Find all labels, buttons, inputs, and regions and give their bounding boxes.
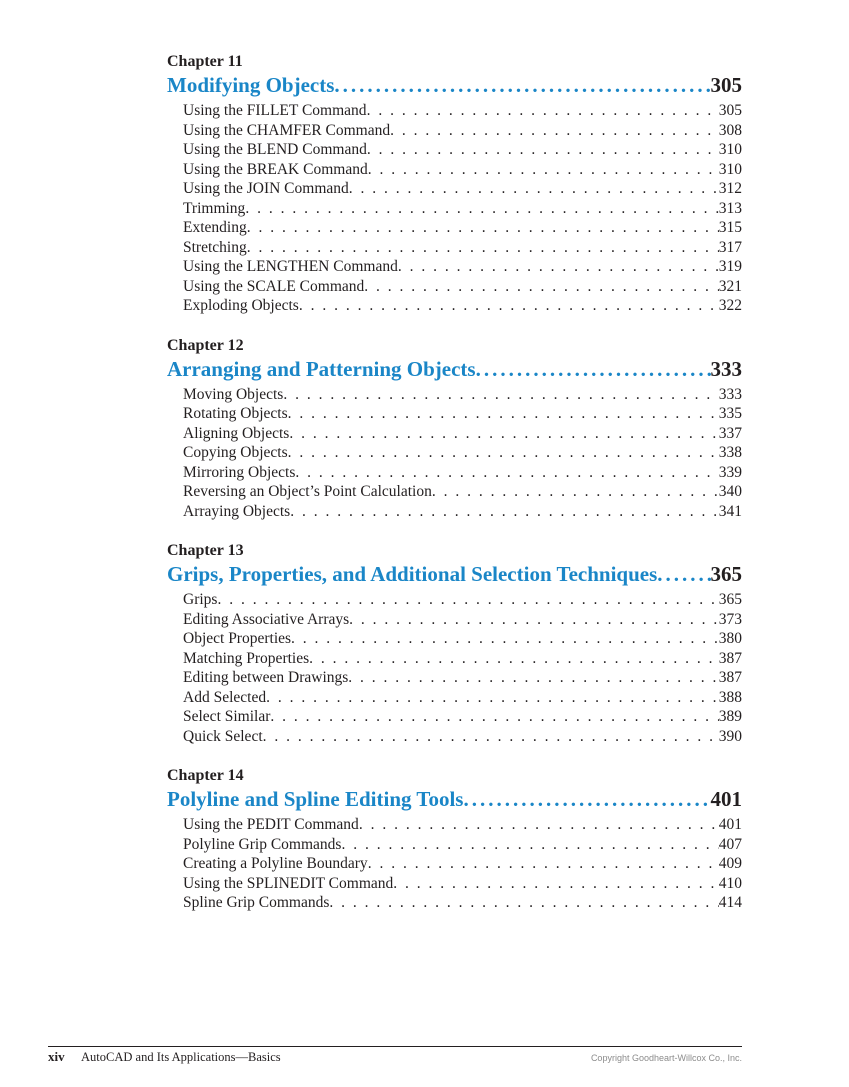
toc-entry-title: Using the FILLET Command: [183, 102, 367, 119]
toc-entry[interactable]: [183, 160, 742, 180]
chapter-page-number: 305: [710, 73, 742, 97]
toc-entry[interactable]: [183, 218, 742, 238]
dot-leader: [367, 140, 719, 160]
toc-entry-title: Grips: [183, 591, 218, 608]
toc-entry-title: Reversing an Object’s Point Calculation: [183, 483, 432, 500]
footer-page-number: xiv: [48, 1049, 65, 1064]
toc-entry[interactable]: [183, 443, 742, 463]
page-footer: [48, 1046, 742, 1065]
toc-entry-title: Trimming: [183, 199, 246, 217]
toc-entry[interactable]: [183, 727, 742, 747]
chapter-section: [167, 541, 742, 746]
toc-entry-page-number: 305: [718, 102, 742, 119]
toc-entry[interactable]: [183, 590, 742, 610]
toc-entry-page-number: 390: [718, 727, 742, 745]
dot-leader: [217, 590, 718, 610]
toc-entry-title: Moving Objects: [183, 385, 284, 403]
chapter-title-text: Modifying Objects: [167, 73, 335, 97]
dot-leader: [398, 257, 719, 277]
chapter-label: Chapter 13: [167, 542, 244, 559]
toc-entry-title: Spline Grip Commands: [183, 894, 330, 911]
toc-entry[interactable]: [183, 179, 742, 199]
toc-entry-page-number: 317: [718, 238, 742, 256]
toc-entry[interactable]: [183, 404, 742, 424]
toc-entry-title: Editing between Drawings: [183, 669, 349, 686]
chapter-label: Chapter 11: [167, 53, 243, 70]
toc-entry-title: Editing Associative Arrays: [183, 610, 350, 628]
dot-leader: [432, 482, 719, 502]
toc-entry[interactable]: [183, 874, 742, 894]
toc-entry-page-number: 380: [718, 630, 742, 647]
toc-entry-title: Using the BLEND Command: [183, 141, 367, 158]
toc-entry-page-number: 410: [718, 874, 742, 892]
dot-leader: [329, 893, 718, 913]
chapter-label: Chapter 12: [167, 336, 244, 354]
dot-leader: [348, 668, 718, 688]
toc-entry-page-number: 373: [718, 610, 742, 628]
toc-entry-title: Matching Properties: [183, 649, 310, 667]
toc-entry-page-number: 389: [718, 708, 742, 725]
toc-entry-page-number: 315: [718, 219, 742, 236]
dot-leader: [291, 629, 719, 649]
toc-entry-title: Quick Select: [183, 727, 263, 745]
toc-entry-title: Rotating Objects: [183, 405, 288, 422]
dot-leader: [476, 356, 711, 382]
toc-entry-title: Using the SPLINEDIT Command: [183, 874, 394, 892]
toc-entry[interactable]: [183, 502, 742, 522]
chapter-label: Chapter 14: [167, 767, 244, 784]
toc-entry-page-number: 401: [718, 816, 742, 833]
toc-entry-page-number: 388: [718, 688, 742, 706]
toc-entry-page-number: 319: [718, 258, 742, 275]
toc-entry-title: Select Similar: [183, 708, 271, 725]
toc-entry-page-number: 310: [718, 160, 742, 178]
dot-leader: [368, 854, 719, 874]
toc-entry[interactable]: [183, 707, 742, 727]
toc-entry-title: Extending: [183, 219, 247, 236]
chapter-title-text: Arranging and Patterning Objects: [167, 356, 476, 381]
toc-entry-title: Using the SCALE Command: [183, 277, 365, 295]
chapter-page-number: 365: [710, 562, 742, 586]
toc-entry-title: Using the BREAK Command: [183, 160, 368, 178]
chapter-page-number: 401: [710, 787, 742, 811]
toc-entry[interactable]: [183, 140, 742, 160]
toc-entry-title: Using the JOIN Command: [183, 180, 349, 197]
dot-leader: [290, 502, 719, 522]
chapter-page-number: 333: [710, 356, 742, 381]
toc-entry-title: Aligning Objects: [183, 424, 290, 442]
toc-entry-page-number: 338: [718, 444, 742, 461]
dot-leader: [299, 296, 719, 316]
table-of-contents: [167, 52, 742, 933]
dot-leader: [270, 707, 718, 727]
toc-entry[interactable]: [183, 277, 742, 297]
dot-leader: [283, 385, 718, 405]
chapter-title-text: Grips, Properties, and Additional Selection Techniques: [167, 562, 658, 586]
toc-entry-page-number: 321: [718, 277, 742, 295]
chapter-title-link[interactable]: [167, 356, 742, 383]
toc-entry-title: Exploding Objects: [183, 297, 299, 314]
toc-entry-page-number: 387: [718, 649, 742, 667]
toc-entry[interactable]: [183, 199, 742, 219]
toc-entry[interactable]: [183, 629, 742, 649]
dot-leader: [657, 561, 710, 587]
toc-entry-page-number: 414: [718, 894, 742, 911]
dot-leader: [393, 874, 719, 894]
dot-leader: [368, 160, 719, 180]
toc-entry-title: Mirroring Objects: [183, 463, 296, 481]
toc-entry[interactable]: [183, 463, 742, 483]
toc-entry[interactable]: [183, 815, 742, 835]
dot-leader: [247, 238, 719, 258]
dot-leader: [288, 443, 719, 463]
toc-entry-page-number: 341: [718, 502, 742, 520]
dot-leader: [245, 199, 718, 219]
toc-entry-title: Using the LENGTHEN Command: [183, 258, 398, 275]
toc-entry-title: Stretching: [183, 238, 247, 256]
dot-leader: [309, 649, 719, 669]
toc-entry-page-number: 387: [718, 669, 742, 686]
footer-copyright: Copyright Goodheart-Willcox Co., Inc.: [590, 1053, 742, 1063]
dot-leader: [390, 121, 719, 141]
toc-entry-page-number: 365: [718, 591, 742, 608]
toc-entry-title: Creating a Polyline Boundary: [183, 855, 368, 872]
chapter-title-link[interactable]: [167, 786, 742, 813]
toc-entry-title: Object Properties: [183, 630, 292, 647]
toc-entry-page-number: 339: [718, 463, 742, 481]
dot-leader: [359, 815, 719, 835]
toc-entry-title: Polyline Grip Commands: [183, 835, 342, 853]
toc-entry[interactable]: [183, 296, 742, 316]
chapter-section: [167, 52, 742, 316]
toc-entry[interactable]: [183, 257, 742, 277]
toc-entry-page-number: 310: [718, 141, 742, 158]
toc-entry[interactable]: [183, 101, 742, 121]
chapter-section: [167, 766, 742, 913]
dot-leader: [247, 218, 719, 238]
dot-leader: [334, 72, 710, 98]
chapter-title-link[interactable]: [167, 561, 742, 588]
toc-entry[interactable]: [183, 385, 742, 405]
toc-entry-page-number: 313: [718, 199, 742, 217]
toc-entry-page-number: 340: [718, 483, 742, 500]
toc-entry[interactable]: [183, 121, 742, 141]
dot-leader: [367, 101, 719, 121]
toc-entry-page-number: 409: [718, 855, 742, 872]
toc-entry[interactable]: [183, 238, 742, 258]
chapter-title-text: Polyline and Spline Editing Tools: [167, 787, 464, 811]
dot-leader: [288, 404, 719, 424]
toc-entry[interactable]: [183, 668, 742, 688]
dot-leader: [266, 688, 719, 708]
chapter-title-link[interactable]: [167, 72, 742, 99]
toc-entry-title: Add Selected: [183, 688, 267, 706]
toc-entry[interactable]: [183, 835, 742, 855]
chapter-section: [167, 336, 742, 522]
toc-entry[interactable]: [183, 482, 742, 502]
dot-leader: [263, 727, 719, 747]
dot-leader: [349, 610, 719, 630]
toc-entry[interactable]: [183, 424, 742, 444]
toc-entry-title: Copying Objects: [183, 444, 288, 461]
toc-entry-title: Using the CHAMFER Command: [183, 121, 391, 139]
toc-entry[interactable]: [183, 688, 742, 708]
dot-leader: [295, 463, 718, 483]
toc-entry-page-number: 322: [718, 297, 742, 314]
toc-entry[interactable]: [183, 649, 742, 669]
dot-leader: [364, 277, 718, 297]
toc-entry-title: Using the PEDIT Command: [183, 816, 359, 833]
footer-book-title: AutoCAD and Its Applications—Basics: [81, 1050, 281, 1064]
toc-entry[interactable]: [183, 610, 742, 630]
toc-entry-page-number: 333: [718, 385, 742, 403]
toc-entry-title: Arraying Objects: [183, 502, 291, 520]
toc-entry-page-number: 308: [718, 121, 742, 139]
dot-leader: [349, 179, 719, 199]
toc-entry-page-number: 337: [718, 424, 742, 442]
toc-entry[interactable]: [183, 893, 742, 913]
toc-entry-page-number: 335: [718, 405, 742, 422]
toc-entry-page-number: 407: [718, 835, 742, 853]
dot-leader: [463, 786, 710, 812]
dot-leader: [289, 424, 718, 444]
toc-entry-page-number: 312: [718, 180, 742, 197]
dot-leader: [341, 835, 718, 855]
toc-entry[interactable]: [183, 854, 742, 874]
